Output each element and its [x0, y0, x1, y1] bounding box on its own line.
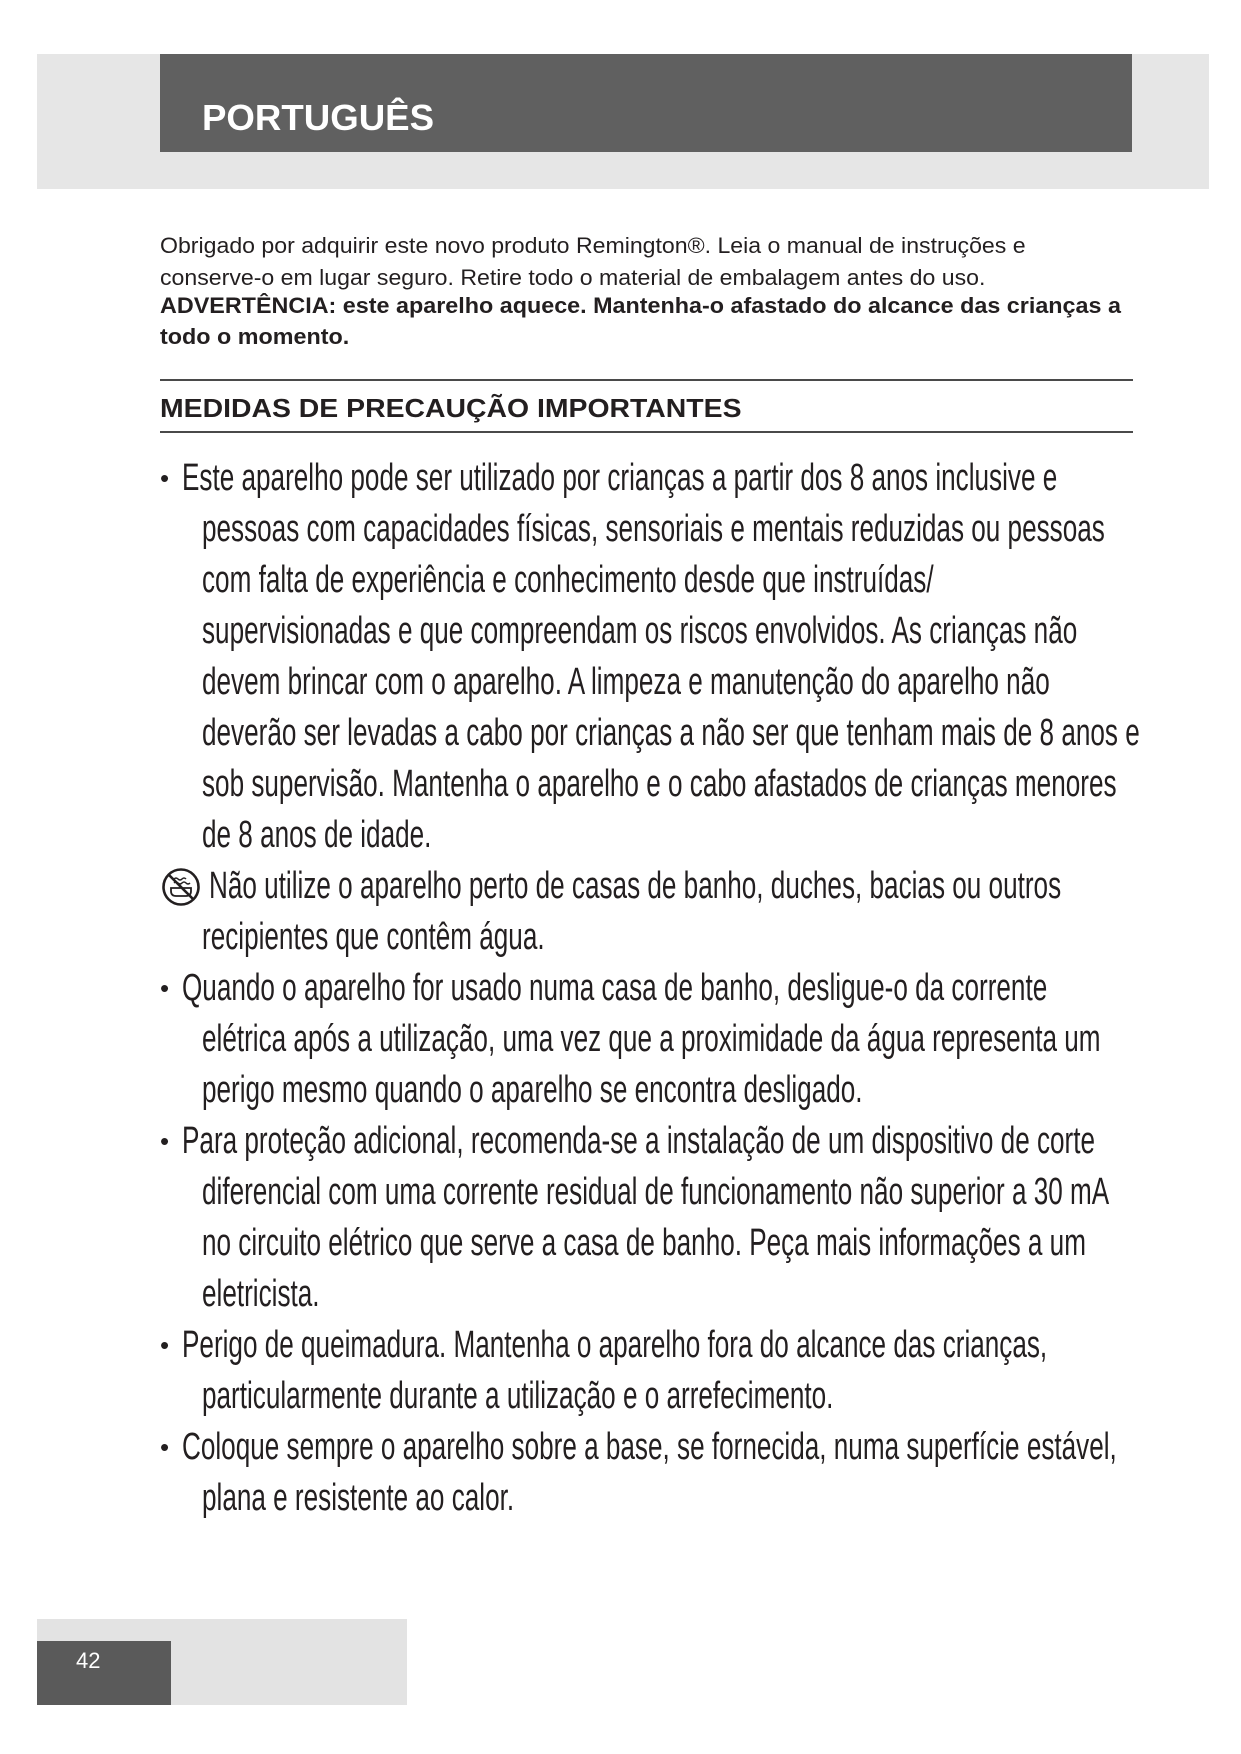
precaution-line [0, 912, 1241, 963]
language-title-text: PORTUGUÊS [202, 97, 435, 138]
precaution-line [0, 1218, 1241, 1269]
intro-line [160, 231, 1200, 261]
section-heading [160, 390, 1160, 426]
precaution-item [0, 861, 1241, 963]
precaution-text: de 8 anos de idade. [202, 814, 432, 856]
precaution-item [0, 1422, 1241, 1524]
precaution-text: devem brincar com o aparelho. A limpeza e manutenção do aparelho não [202, 661, 1050, 703]
list-bullet: • [160, 973, 170, 1003]
precaution-line [0, 504, 1241, 555]
precaution-text: sob supervisão. Mantenha o aparelho e o cabo afastados de crianças menores [202, 763, 1117, 805]
precaution-text: Coloque sempre o aparelho sobre a base, se fornecida, numa superfície estável, [182, 1426, 1117, 1468]
precaution-text: diferencial com uma corrente residual de funcionamento não superior a 30 mA [202, 1171, 1110, 1213]
precaution-item [0, 1320, 1241, 1422]
page-number-box [37, 1641, 171, 1705]
precautions-list [0, 453, 1241, 1533]
precaution-item [0, 1116, 1241, 1320]
precaution-text: Este aparelho pode ser utilizado por crianças a partir dos 8 anos inclusive e [182, 457, 1058, 499]
warning-text: ADVERTÊNCIA: este aparelho aquece. Mantenha-o afastado do alcance das crianças a [160, 293, 1121, 318]
divider-top [160, 379, 1133, 381]
intro-text: conserve-o em lugar seguro. Retire todo o material de embalagem antes do uso. [160, 265, 986, 290]
precaution-item [0, 963, 1241, 1116]
precaution-line [0, 453, 1241, 504]
list-bullet: • [160, 463, 170, 493]
precaution-text: eletricista. [202, 1273, 320, 1315]
precaution-line [0, 810, 1241, 861]
precaution-item [0, 453, 1241, 861]
precaution-line [0, 759, 1241, 810]
warning-line [160, 322, 1200, 352]
precaution-text: particularmente durante a utilização e o arrefecimento. [202, 1375, 834, 1417]
precaution-line [0, 1167, 1241, 1218]
precaution-line [0, 555, 1241, 606]
intro-line [160, 263, 1200, 293]
language-title [202, 96, 435, 140]
section-heading-text: MEDIDAS DE PRECAUÇÃO IMPORTANTES [160, 393, 742, 423]
precaution-line [0, 1473, 1241, 1524]
warning-text: todo o momento. [160, 324, 350, 349]
precaution-line [0, 1320, 1241, 1371]
list-bullet: • [160, 1432, 170, 1462]
precaution-text: plana e resistente ao calor. [202, 1477, 515, 1519]
precaution-text: perigo mesmo quando o aparelho se encontra desligado. [202, 1069, 863, 1111]
list-bullet: • [160, 1330, 170, 1360]
precaution-text: Quando o aparelho for usado numa casa de banho, desligue-o da corrente [182, 967, 1048, 1009]
precaution-text: pessoas com capacidades físicas, sensoriais e mentais reduzidas ou pessoas [202, 508, 1105, 550]
divider-bottom [160, 431, 1133, 433]
precaution-line [0, 1065, 1241, 1116]
precaution-line [0, 657, 1241, 708]
page-number: 42 [76, 1648, 101, 1673]
precaution-line [0, 1269, 1241, 1320]
precaution-line [0, 708, 1241, 759]
precaution-text: supervisionadas e que compreendam os riscos envolvidos. As crianças não [202, 610, 1078, 652]
precaution-line [0, 1014, 1241, 1065]
precaution-text: no circuito elétrico que serve a casa de banho. Peça mais informações a um [202, 1222, 1086, 1264]
precaution-text: elétrica após a utilização, uma vez que a proximidade da água representa um [202, 1018, 1101, 1060]
precaution-text: Perigo de queimadura. Mantenha o aparelho fora do alcance das crianças, [182, 1324, 1048, 1366]
precaution-text: Para proteção adicional, recomenda-se a instalação de um dispositivo de corte [182, 1120, 1096, 1162]
intro-text: Obrigado por adquirir este novo produto Remington®. Leia o manual de instruções e [160, 233, 1026, 258]
precaution-line [0, 606, 1241, 657]
precaution-line [0, 1116, 1241, 1167]
precaution-text: recipientes que contêm água. [202, 916, 545, 958]
precaution-text: Não utilize o aparelho perto de casas de banho, duches, bacias ou outros [209, 865, 1062, 907]
warning-line [160, 291, 1200, 321]
precaution-line [0, 1371, 1241, 1422]
precaution-text: com falta de experiência e conhecimento desde que instruídas/ [202, 559, 934, 601]
precaution-text: deverão ser levadas a cabo por crianças a não ser que tenham mais de 8 anos e [202, 712, 1140, 754]
list-bullet: • [160, 1126, 170, 1156]
no-bathroom-use-icon [161, 867, 201, 907]
precaution-line [0, 1422, 1241, 1473]
precaution-line [0, 963, 1241, 1014]
